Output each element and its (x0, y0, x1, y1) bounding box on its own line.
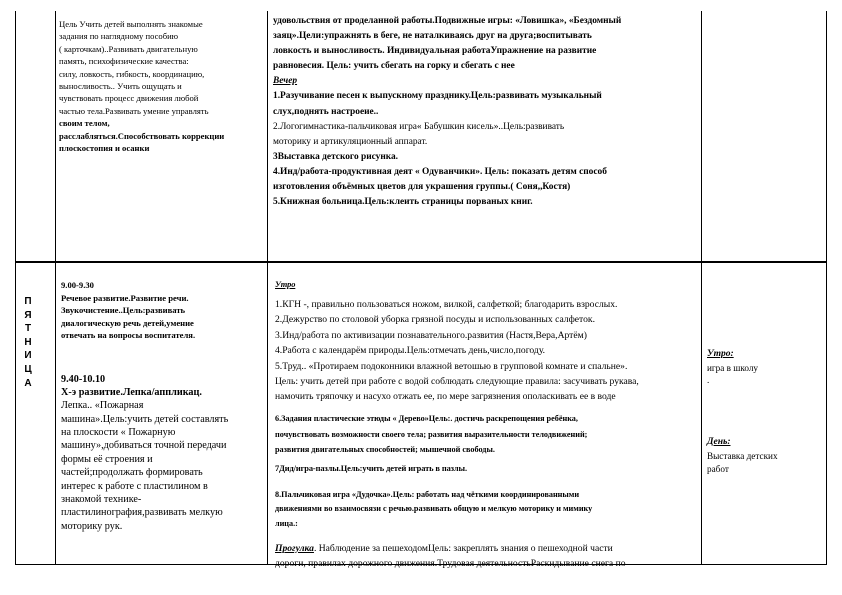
text-line: ( карточкам)..Развивать двигательную (59, 43, 198, 54)
text-line: Вечер (273, 76, 298, 87)
weekday-letter: Н (24, 336, 32, 348)
text-line: почувствовать возможности своего тела; развития выразительности телодвижений; (275, 429, 588, 439)
text-line: игра в школу (707, 363, 759, 373)
text-line: машина».Цель:учить детей составлять (61, 413, 229, 425)
text-line: машину»,добиваться точной передачи (61, 440, 227, 452)
text-line: пластилинография,развивать мелкую (61, 507, 223, 519)
text-line: чувствовать процесс движения любой (59, 93, 199, 104)
text-line: развития двигательных способностей; мышечной свободы. (275, 445, 495, 455)
text-line: Звукочистение..Цель:развивать (61, 305, 186, 315)
text-line: 5.Труд.. «Протираем подоконники влажной ветошью в групповой комнате и спальне». (275, 360, 628, 372)
text-line: Цель: учить детей при работе с водой соблюдать следующие правила: засучивать рукава, (275, 375, 639, 387)
text-line: намочить тряпочку и насухо отжать ее, по мере загрязнения ополаскивать ее в воде (275, 391, 616, 403)
friday-lessons-cell (61, 279, 266, 563)
lesson-speech-development (61, 279, 266, 342)
top-row-goals-cell (59, 18, 266, 258)
walk-heading: Прогулка (275, 542, 314, 554)
walk-first-line (275, 541, 700, 556)
text-line: интерес к работе с пластилином в (61, 480, 208, 492)
text-line: слух,поднять настроеие.. (273, 106, 379, 117)
top-row-goals-text (59, 18, 266, 154)
weekday-letter: Т (24, 323, 32, 335)
text-line: 3Выставка детского рисунка. (273, 151, 399, 162)
text-line: 1.Разучивание песен к выпускному празднику.Цель:развивать музыкальный (273, 91, 602, 102)
notes-day-heading: День: (707, 437, 731, 447)
text-line: ловкость и выносливость. Индивидуальная работаУпражнение на развитие (273, 46, 597, 57)
text-line: расслабляться.Способствовать коррекции (59, 130, 225, 141)
text-line: силу, ловкость, гибкость, координацию, (59, 68, 205, 79)
text-line: 8.Пальчиковая игра «Дудочка».Цель: работать над чёткими координированными (275, 490, 580, 500)
text-line: 9.00-9.30 (61, 280, 94, 290)
walk-block (275, 541, 700, 571)
friday-notes-cell (707, 350, 825, 560)
text-line: Х-э развитие.Лепка/аппликац. (61, 386, 202, 398)
table-divider-day-column (55, 11, 56, 564)
text-line: 9.40-10.10 (61, 373, 106, 385)
text-line: 2.Логогимнастика-пальчиковая игра« Бабушкин кисель»..Цель:развивать (273, 121, 565, 132)
notes-morning-heading: Утро: (707, 349, 734, 359)
text-line: задания по наглядному пособию (59, 31, 179, 42)
text-line: работ (707, 463, 729, 474)
text-line: выносливость.. Учить ощущать и (59, 80, 182, 91)
text-line: диалогическую речь детей,умение (61, 317, 194, 328)
morning-activities-list (275, 297, 700, 405)
walk-text: дороги, правилах дорожного движения.Трудовая деятельностьРаскидывание снега по (275, 557, 626, 569)
top-row-activities-cell (273, 14, 700, 259)
text-line: на плоскости « Пожарную (61, 427, 176, 439)
text-line: 3.Инд/работа по активизации познавательного.развития (Настя,Вера,Артём) (275, 329, 587, 341)
puzzle-game-line: 7Дид/игра-пазлы.Цель:учить детей играть в пазлы. (275, 464, 467, 474)
text-line: заяц».Цели:упражнять в беге, не наталкиваясь друг на друга;воспитывать (273, 31, 592, 42)
weekday-letter: И (24, 350, 32, 362)
text-line: частей;продолжать формировать (61, 467, 203, 479)
text-line: частью тела.Развивать умение управлять (59, 105, 209, 116)
text-line: моторику рук. (61, 520, 123, 532)
walk-text: . Наблюдение за пешеходомЦель: закреплять знания о пешеходной части (313, 542, 613, 554)
plastic-etudes-block (275, 411, 700, 458)
notes-morning-text (707, 362, 825, 386)
friday-activities-cell (275, 280, 700, 569)
text-line: Речевое развитие.Развитие речи. (61, 292, 189, 303)
text-line: 5.Книжная больница.Цель:клеить страницы порваных книг. (273, 197, 533, 208)
text-line: 2.Дежурство по столовой уборка грязной посуды и использованных салфеток. (275, 314, 595, 326)
table-left-border (15, 11, 16, 564)
text-line: своим телом, (59, 118, 110, 129)
text-line: изготовления объёмных цветов для украшения группы.( Соня,,Костя) (273, 182, 571, 193)
text-line: 4.Инд/работа-продуктивная деят « Одуванчики». Цель: показать детям способ (273, 166, 607, 177)
weekday-label-friday (21, 295, 35, 390)
text-line: плоскостопия и осанки (59, 142, 150, 153)
weekday-letter: П (24, 296, 32, 307)
weekday-letter: Я (24, 309, 32, 321)
text-line: Цель Учить детей выполнять знакомые (59, 19, 203, 29)
text-line: лица.: (275, 518, 298, 528)
table-divider-activities-column (267, 11, 268, 564)
text-line: 6.Задания пластические этюды « Дерево»Цель:. достичь раскрепощения ребёнка, (275, 413, 578, 423)
text-line: 1.КГН -, правильно пользоваться ножом, вилкой, салфеткой; благодарить взрослых. (275, 299, 618, 310)
text-line: Выставка детских (707, 451, 778, 461)
text-line: . (707, 375, 710, 385)
weekday-letter: Ц (24, 363, 32, 375)
text-line: равновесия. Цель: учить сбегать на горку и сбегать с нее (273, 61, 515, 72)
text-line: знакомой технике- (61, 494, 142, 506)
text-line: движениями во взаимосвязи с речью.развивать общую и мелкую моторику и мимику (275, 504, 593, 514)
finger-game-block (275, 488, 700, 531)
morning-heading: Утро (275, 280, 296, 289)
text-line: отвечать на вопросы воспитателя. (61, 330, 196, 340)
text-line: память, психофизические качества: (59, 56, 189, 67)
table-row-divider (15, 261, 827, 263)
table-divider-notes-column (701, 11, 702, 564)
text-line: Лепка.. «Пожарная (61, 400, 144, 412)
text-line: формы её строения и (61, 453, 153, 465)
text-line: 4.Работа с календарём природы.Цель:отмечать день,число,погоду. (275, 345, 546, 357)
text-line: удовольствия от проделанной работы.Подвижные игры: «Ловишка», «Бездомный (273, 16, 622, 26)
notes-day-text (707, 450, 825, 475)
lesson-modelling (61, 373, 266, 534)
top-row-activities-text (273, 14, 700, 210)
weekday-letter: А (24, 377, 32, 389)
text-line: моторику и артикуляционный аппарат. (273, 136, 428, 147)
table-right-border (826, 11, 827, 564)
